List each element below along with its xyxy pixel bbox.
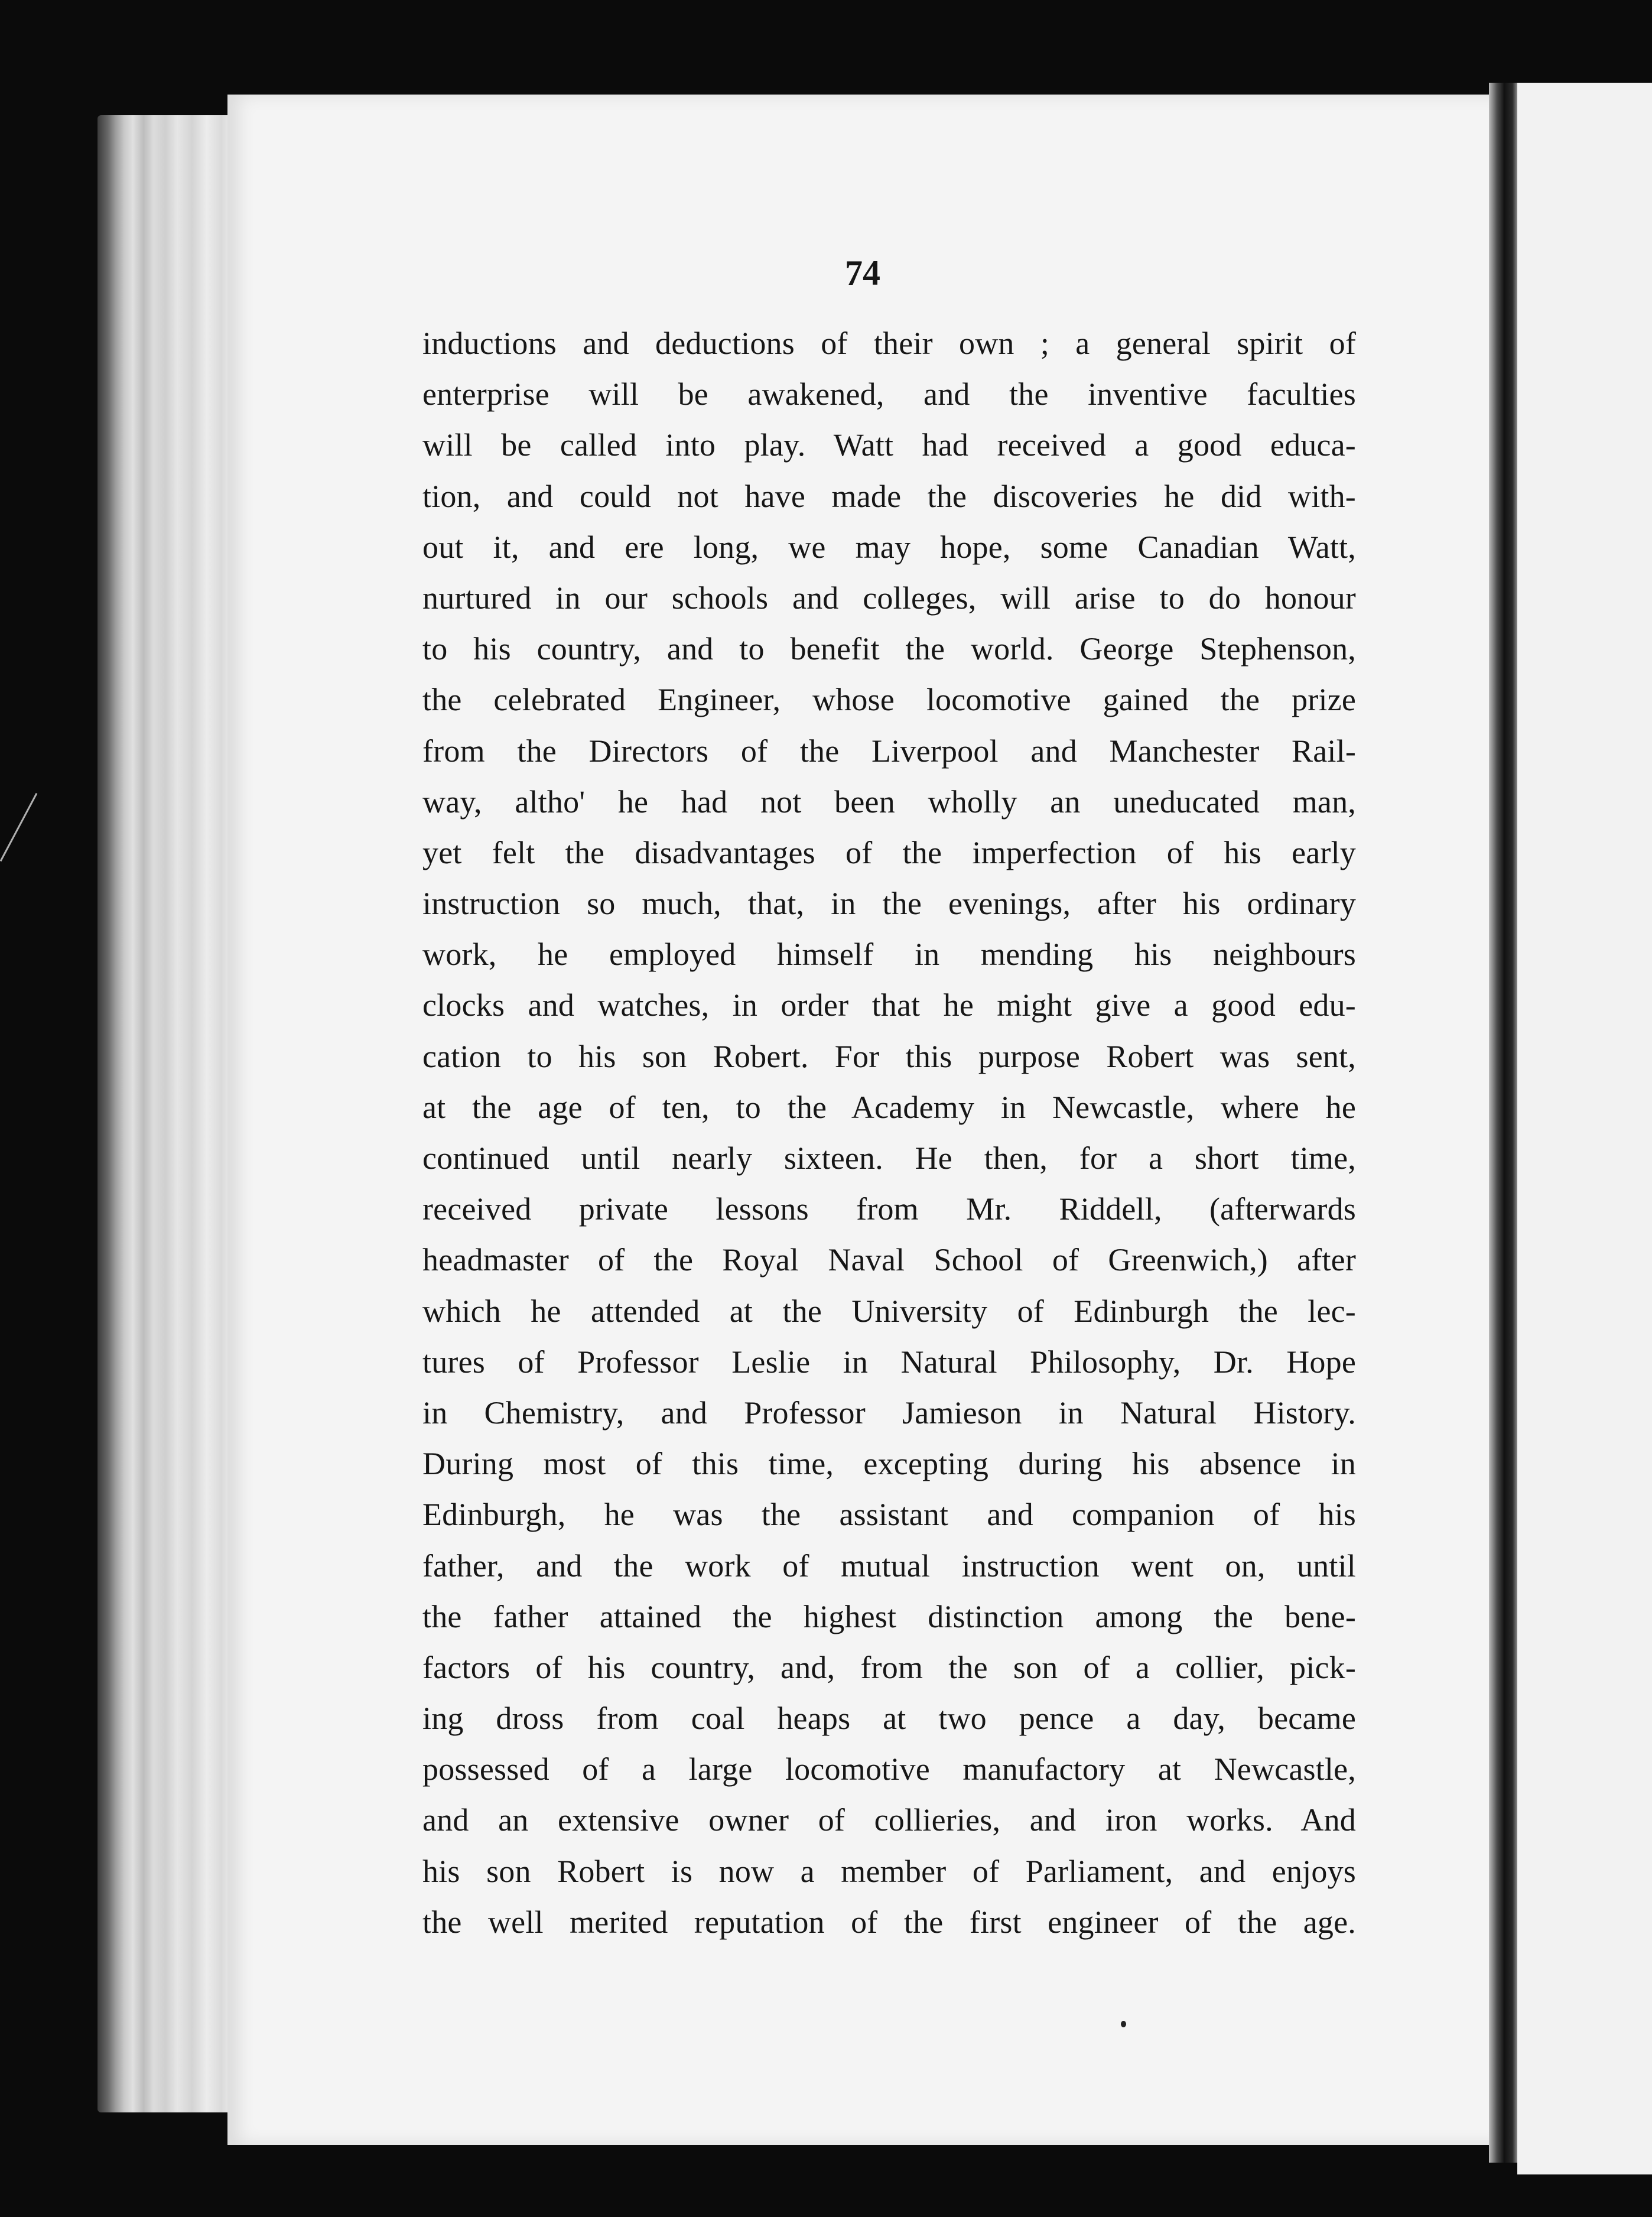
text-line: headmaster of the Royal Naval School of Greenwich,) after: [422, 1242, 1356, 1278]
stacked-page-edges: [97, 115, 245, 2112]
facing-page-edge: [1517, 83, 1652, 2174]
printer-dot-mark: [1121, 2021, 1126, 2027]
book-binding-gutter: [1489, 83, 1517, 2163]
page-number: 74: [845, 253, 880, 292]
text-line: from the Directors of the Liverpool and Manchester Rail-: [422, 733, 1356, 769]
text-line: his son Robert is now a member of Parliament, and enjoys: [422, 1853, 1356, 1889]
text-line: which he attended at the University of Edinburgh the lec-: [422, 1293, 1356, 1329]
text-line: tures of Professor Leslie in Natural Philosophy, Dr. Hope: [422, 1344, 1356, 1380]
book-page: [227, 95, 1498, 2145]
text-line: cation to his son Robert. For this purpose Robert was sent,: [422, 1038, 1356, 1074]
text-line: will be called into play. Watt had received a good educa-: [422, 427, 1356, 463]
text-line: Edinburgh, he was the assistant and companion of his: [422, 1497, 1356, 1533]
text-line: at the age of ten, to the Academy in Newcastle, where he: [422, 1089, 1356, 1125]
text-line: tion, and could not have made the discoveries he did with-: [422, 478, 1356, 514]
text-line: out it, and ere long, we may hope, some Canadian Watt,: [422, 529, 1356, 565]
text-line: factors of his country, and, from the son of a collier, pick-: [422, 1649, 1356, 1685]
text-line: ing dross from coal heaps at two pence a day, became: [422, 1701, 1356, 1737]
text-line: received private lessons from Mr. Riddell, (afterwards: [422, 1191, 1356, 1227]
text-line: to his country, and to benefit the world. George Stephenson,: [422, 631, 1356, 667]
text-line: in Chemistry, and Professor Jamieson in Natural History.: [422, 1394, 1356, 1431]
text-line: inductions and deductions of their own ; a general spirit of: [422, 326, 1356, 361]
text-line: enterprise will be awakened, and the inventive faculties: [422, 376, 1356, 412]
text-line: clocks and watches, in order that he might give a good edu-: [422, 987, 1356, 1023]
text-line: possessed of a large locomotive manufactory at Newcastle,: [422, 1751, 1356, 1787]
scan-artifact-mark: [0, 793, 37, 862]
text-line: continued until nearly sixteen. He then, for a short time,: [422, 1140, 1356, 1176]
text-line: the father attained the highest distinction among the bene-: [422, 1598, 1356, 1634]
text-line: the well merited reputation of the first engineer of the age.: [422, 1904, 1356, 1940]
text-line: and an extensive owner of collieries, and iron works. And: [422, 1802, 1356, 1838]
text-line: During most of this time, excepting during his absence in: [422, 1446, 1356, 1482]
text-line: way, altho' he had not been wholly an uneducated man,: [422, 784, 1356, 820]
text-line: instruction so much, that, in the evenings, after his ordinary: [422, 886, 1356, 922]
text-line: father, and the work of mutual instruction went on, until: [422, 1548, 1356, 1584]
page-body-text: [422, 318, 1356, 1948]
text-line: yet felt the disadvantages of the imperfection of his early: [422, 834, 1356, 870]
text-line: the celebrated Engineer, whose locomotive gained the prize: [422, 682, 1356, 718]
text-line: nurtured in our schools and colleges, will arise to do honour: [422, 580, 1356, 616]
text-line: work, he employed himself in mending his neighbours: [422, 937, 1356, 973]
